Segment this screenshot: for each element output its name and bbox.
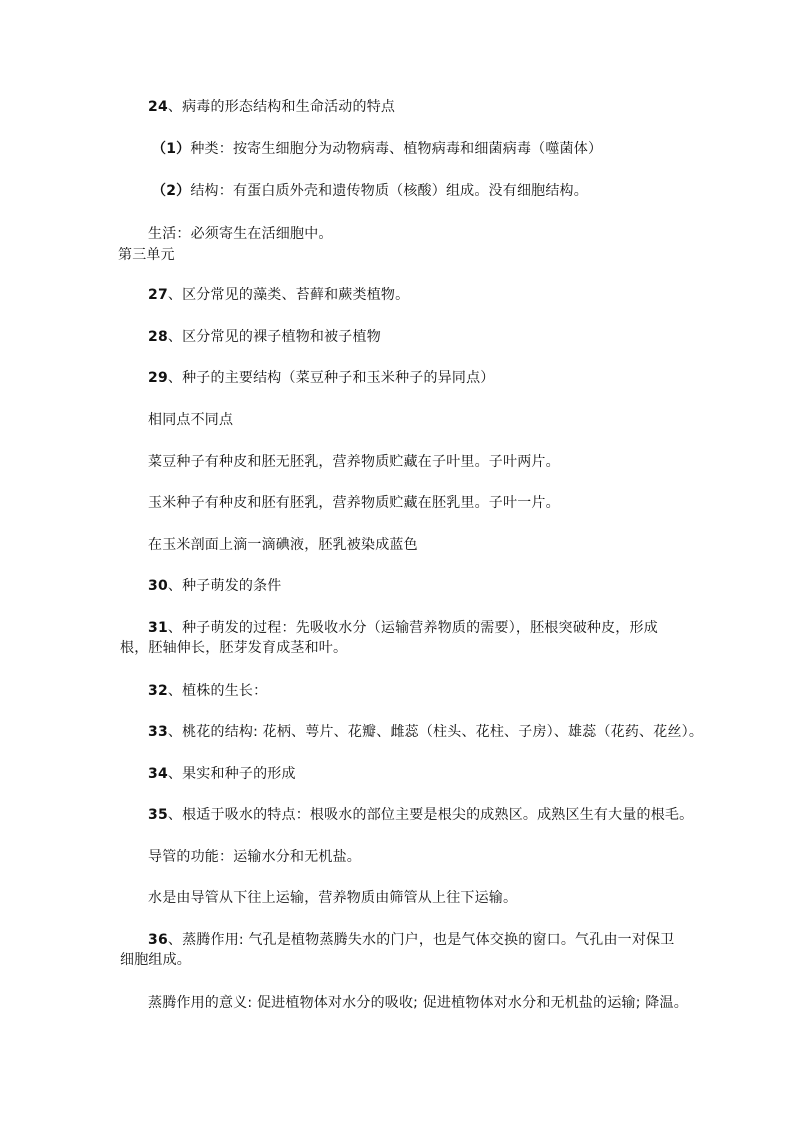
paragraph-life <box>148 224 333 244</box>
paragraph-bean-seed <box>148 452 560 472</box>
item-text: 、根适于吸水的特点：根吸水的部位主要是根尖的成熟区。成熟区生有大量的根毛。 <box>167 807 694 823</box>
item-number: 27 <box>148 287 168 303</box>
paragraph-34 <box>148 764 296 784</box>
item-text: 、种子的主要结构（菜豆种子和玉米种子的异同点） <box>167 370 495 386</box>
item-number: （1） <box>152 141 191 157</box>
item-text: 水是由导管从下往上运输，营养物质由筛管从上往下运输。 <box>148 890 518 906</box>
item-text: 在玉米剖面上滴一滴碘液，胚乳被染成蓝色 <box>148 537 418 553</box>
paragraph-31 <box>120 618 680 658</box>
item-text: 菜豆种子有种皮和胚无胚乳，营养物质贮藏在子叶里。子叶两片。 <box>148 454 560 470</box>
section-heading <box>118 245 175 265</box>
item-text: 、种子萌发的过程：先吸收水分（运输营养物质的需要），胚根突破种皮，形成根，胚轴伸长，胚芽发育成茎和叶。 <box>120 620 658 656</box>
paragraph-transport <box>148 888 517 908</box>
item-text: 、区分常见的藻类、苔藓和蕨类植物。 <box>167 287 410 303</box>
item-text: 、病毒的形态结构和生命活动的特点 <box>167 99 396 115</box>
item-number: 31 <box>148 620 168 636</box>
item-text: 、种子萌发的条件 <box>167 578 282 594</box>
item-text: 玉米种子有种皮和胚有胚乳，营养物质贮藏在胚乳里。子叶一片。 <box>148 495 560 511</box>
item-text: 生活：必须寄生在活细胞中。 <box>148 226 333 242</box>
paragraph-24-1 <box>152 139 602 159</box>
paragraph-32 <box>148 681 267 701</box>
item-number: 35 <box>148 807 168 823</box>
section-title: 第三单元 <box>118 247 175 263</box>
item-number: 32 <box>148 683 168 699</box>
item-text: 结构：有蛋白质外壳和遗传物质（核酸）组成。没有细胞结构。 <box>190 183 588 199</box>
paragraph-similarity <box>148 410 233 430</box>
paragraph-vessel <box>148 847 361 867</box>
paragraph-36 <box>120 930 688 970</box>
paragraph-transpiration-meaning <box>148 993 688 1013</box>
paragraph-27 <box>148 285 409 305</box>
paragraph-29 <box>148 368 495 388</box>
item-text: 、桃花的结构: 花柄、萼片、花瓣、雌蕊（柱头、花柱、子房）、雄蕊（花药、花丝）。 <box>167 724 704 740</box>
item-text: 、蒸腾作用: 气孔是植物蒸腾失水的门户，也是气体交换的窗口。气孔由一对保卫细胞组成。 <box>120 932 675 968</box>
paragraph-24-2 <box>152 181 588 201</box>
paragraph-corn-seed <box>148 493 560 513</box>
item-text: 相同点不同点 <box>148 412 234 428</box>
paragraph-30 <box>148 576 282 596</box>
item-text: 、果实和种子的形成 <box>167 766 296 782</box>
item-number: 29 <box>148 370 168 386</box>
item-text: 、植株的生长： <box>167 683 268 699</box>
paragraph-33 <box>148 722 703 742</box>
item-text: 、区分常见的裸子植物和被子植物 <box>167 329 381 345</box>
paragraph-35 <box>148 805 693 825</box>
item-text: 蒸腾作用的意义: 促进植物体对水分的吸收; 促进植物体对水分和无机盐的运输; 降温。 <box>148 995 688 1011</box>
item-text: 导管的功能：运输水分和无机盐。 <box>148 849 361 865</box>
paragraph-24 <box>148 97 395 117</box>
paragraph-28 <box>148 327 381 347</box>
item-number: 30 <box>148 578 168 594</box>
item-number: 34 <box>148 766 168 782</box>
item-text: 种类：按寄生细胞分为动物病毒、植物病毒和细菌病毒（噬菌体） <box>190 141 603 157</box>
item-number: 36 <box>148 932 168 948</box>
item-number: 28 <box>148 329 168 345</box>
item-number: 24 <box>148 99 168 115</box>
paragraph-iodine <box>148 535 418 555</box>
item-number: （2） <box>152 183 191 199</box>
item-number: 33 <box>148 724 168 740</box>
